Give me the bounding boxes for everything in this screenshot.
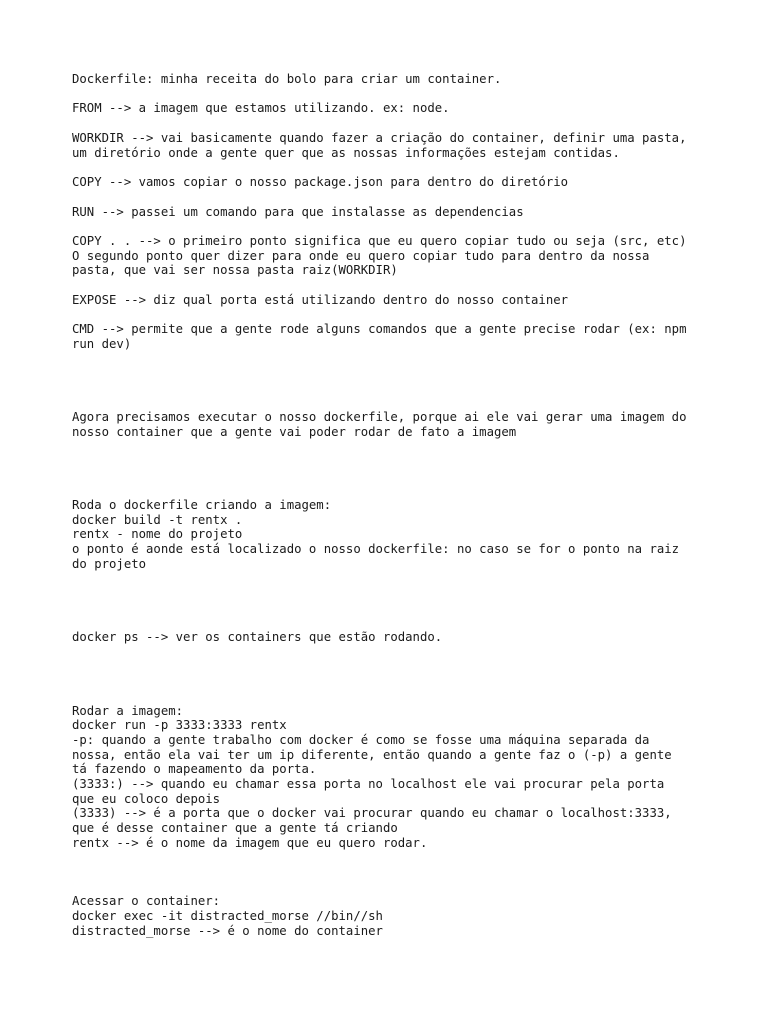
doc-line-copy-all-3: pasta, que vai ser nossa pasta raiz(WORKDIR) xyxy=(72,263,398,277)
doc-line-cmd-2: run dev) xyxy=(72,337,132,351)
doc-line-rentx-nome: rentx - nome do projeto xyxy=(72,527,243,541)
doc-line-roda-heading: Roda o dockerfile criando a imagem: xyxy=(72,498,332,512)
doc-line-docker-run: docker run -p 3333:3333 rentx xyxy=(72,718,287,732)
doc-line-docker-ps: docker ps --> ver os containers que estão rodando. xyxy=(72,630,443,644)
doc-line-workdir-2: um diretório onde a gente quer que as nossas informações estejam contidas. xyxy=(72,146,620,160)
doc-line-dockerfile-intro: Dockerfile: minha receita do bolo para criar um container. xyxy=(72,72,502,86)
doc-line-ponto-2: do projeto xyxy=(72,557,147,571)
doc-line-port-container-2: que é desse container que a gente tá criando xyxy=(72,821,398,835)
doc-line-docker-exec: docker exec -it distracted_morse //bin//sh xyxy=(72,909,383,923)
doc-line-from: FROM --> a imagem que estamos utilizando. ex: node. xyxy=(72,101,450,115)
doc-line-port-container-1: (3333) --> é a porta que o docker vai procurar quando eu chamar o localhost:3333, xyxy=(72,806,672,820)
doc-line-port-host-2: que eu coloco depois xyxy=(72,792,221,806)
doc-line-rodar-heading: Rodar a imagem: xyxy=(72,704,184,718)
doc-line-agora-2: nosso container que a gente vai poder rodar de fato a imagem xyxy=(72,425,517,439)
doc-line-copy-package: COPY --> vamos copiar o nosso package.json para dentro do diretório xyxy=(72,175,569,189)
doc-line-copy-all-1: COPY . . --> o primeiro ponto significa que eu quero copiar tudo ou seja (src, etc) xyxy=(72,234,687,248)
doc-line-expose: EXPOSE --> diz qual porta está utilizando dentro do nosso container xyxy=(72,293,569,307)
doc-line-container-name: distracted_morse --> é o nome do container xyxy=(72,924,383,938)
doc-line-cmd-1: CMD --> permite que a gente rode alguns comandos que a gente precise rodar (ex: npm xyxy=(72,322,687,336)
doc-line-agora-1: Agora precisamos executar o nosso dockerfile, porque ai ele vai gerar uma imagem do xyxy=(72,410,687,424)
doc-line-rentx-imagem: rentx --> é o nome da imagem que eu quero rodar. xyxy=(72,836,428,850)
doc-line-p-flag-3: tá fazendo o mapeamento da porta. xyxy=(72,762,317,776)
doc-line-port-host-1: (3333:) --> quando eu chamar essa porta no localhost ele vai procurar pela porta xyxy=(72,777,665,791)
doc-line-acessar-heading: Acessar o container: xyxy=(72,894,221,908)
doc-line-workdir-1: WORKDIR --> vai basicamente quando fazer a criação do container, definir uma pasta, xyxy=(72,131,687,145)
doc-line-p-flag-1: -p: quando a gente trabalho com docker é como se fosse uma máquina separada da xyxy=(72,733,650,747)
doc-line-ponto-1: o ponto é aonde está localizado o nosso dockerfile: no caso se for o ponto na raiz xyxy=(72,542,680,556)
doc-line-copy-all-2: O segundo ponto quer dizer para onde eu quero copiar tudo para dentro da nossa xyxy=(72,249,650,263)
doc-line-run: RUN --> passei um comando para que instalasse as dependencias xyxy=(72,205,524,219)
doc-line-docker-build: docker build -t rentx . xyxy=(72,513,243,527)
doc-line-p-flag-2: nossa, então ela vai ter um ip diferente, então quando a gente faz o (-p) a gente xyxy=(72,748,672,762)
